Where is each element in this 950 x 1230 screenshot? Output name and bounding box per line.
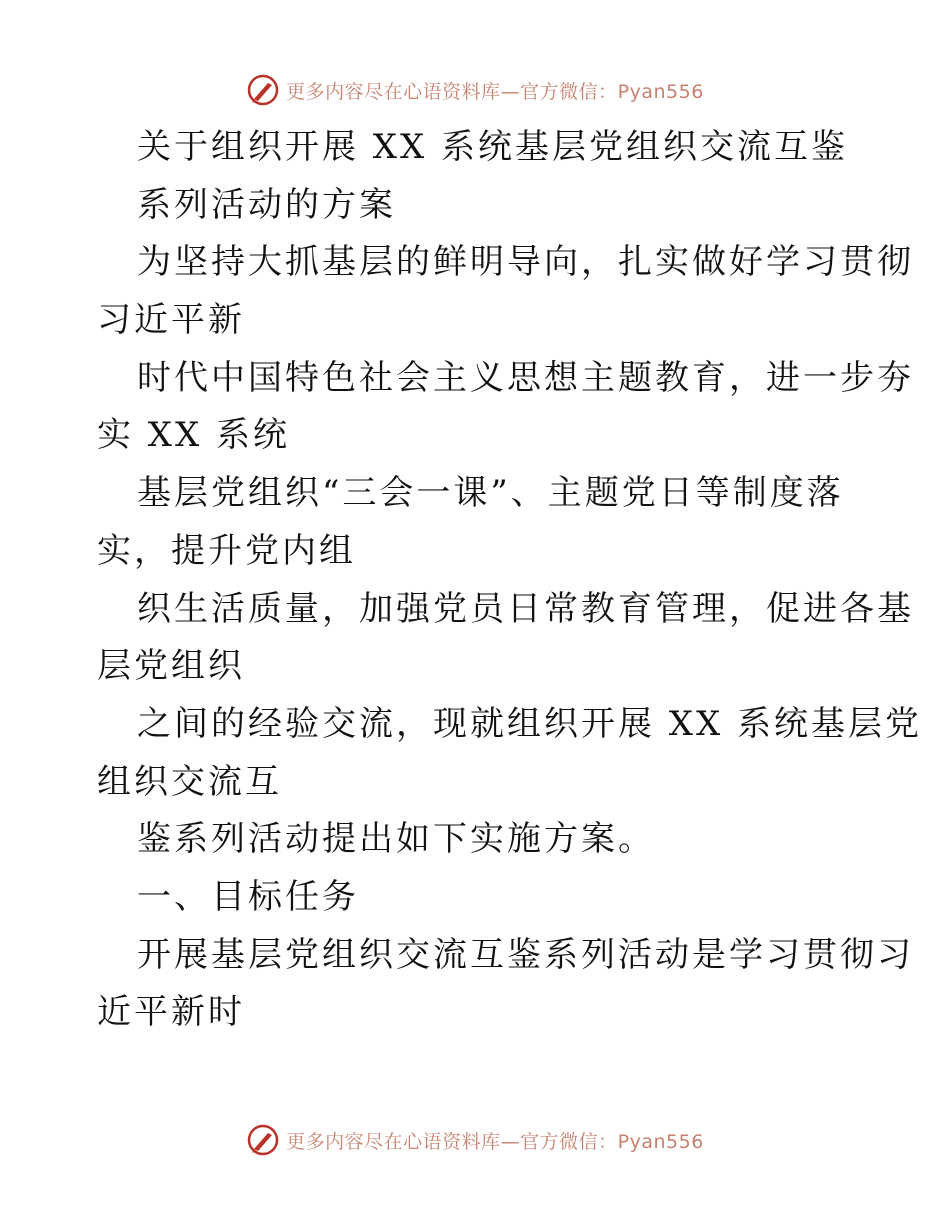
title-line-1: 关于组织开展 XX 系统基层党组织交流互鉴: [137, 127, 849, 167]
pen-logo-icon: [246, 73, 280, 107]
paragraph-line: 实 XX 系统: [97, 415, 291, 456]
paragraph-line: 习近平新: [97, 300, 245, 341]
paragraph-line: 实，提升党内组: [97, 530, 356, 571]
pen-logo-icon: [246, 1123, 280, 1157]
paragraph-line: 为坚持大抓基层的鲜明导向，扎实做好学习贯彻: [137, 242, 914, 283]
title-line-2: 系列活动的方案: [137, 184, 396, 225]
document-body: [97, 119, 923, 1042]
paragraph-line: 鉴系列活动提出如下实施方案。: [137, 819, 655, 860]
paragraph-line: 之间的经验交流，现就组织开展 XX 系统基层党: [137, 703, 923, 744]
section-heading: 一、目标任务: [137, 876, 359, 917]
footer-watermark: [0, 1120, 950, 1160]
paragraph-line: 近平新时: [97, 992, 245, 1033]
header-brand-text: 更多内容尽在心语资料库—官方微信：Pyan556: [286, 80, 704, 103]
paragraph-line: 基层党组织“三会一课”、主题党日等制度落: [137, 473, 844, 514]
paragraph-line: 开展基层党组织交流互鉴系列活动是学习贯彻习: [137, 934, 914, 975]
paragraph-line: 时代中国特色社会主义思想主题教育，进一步夯: [137, 357, 914, 398]
footer-brand-text: 更多内容尽在心语资料库—官方微信：Pyan556: [286, 1130, 704, 1153]
paragraph-line: 组织交流互: [97, 761, 282, 802]
paragraph-line: 层党组织: [97, 646, 245, 687]
paragraph-line: 织生活质量，加强党员日常教育管理，促进各基: [137, 588, 914, 629]
header-watermark: [0, 70, 950, 110]
